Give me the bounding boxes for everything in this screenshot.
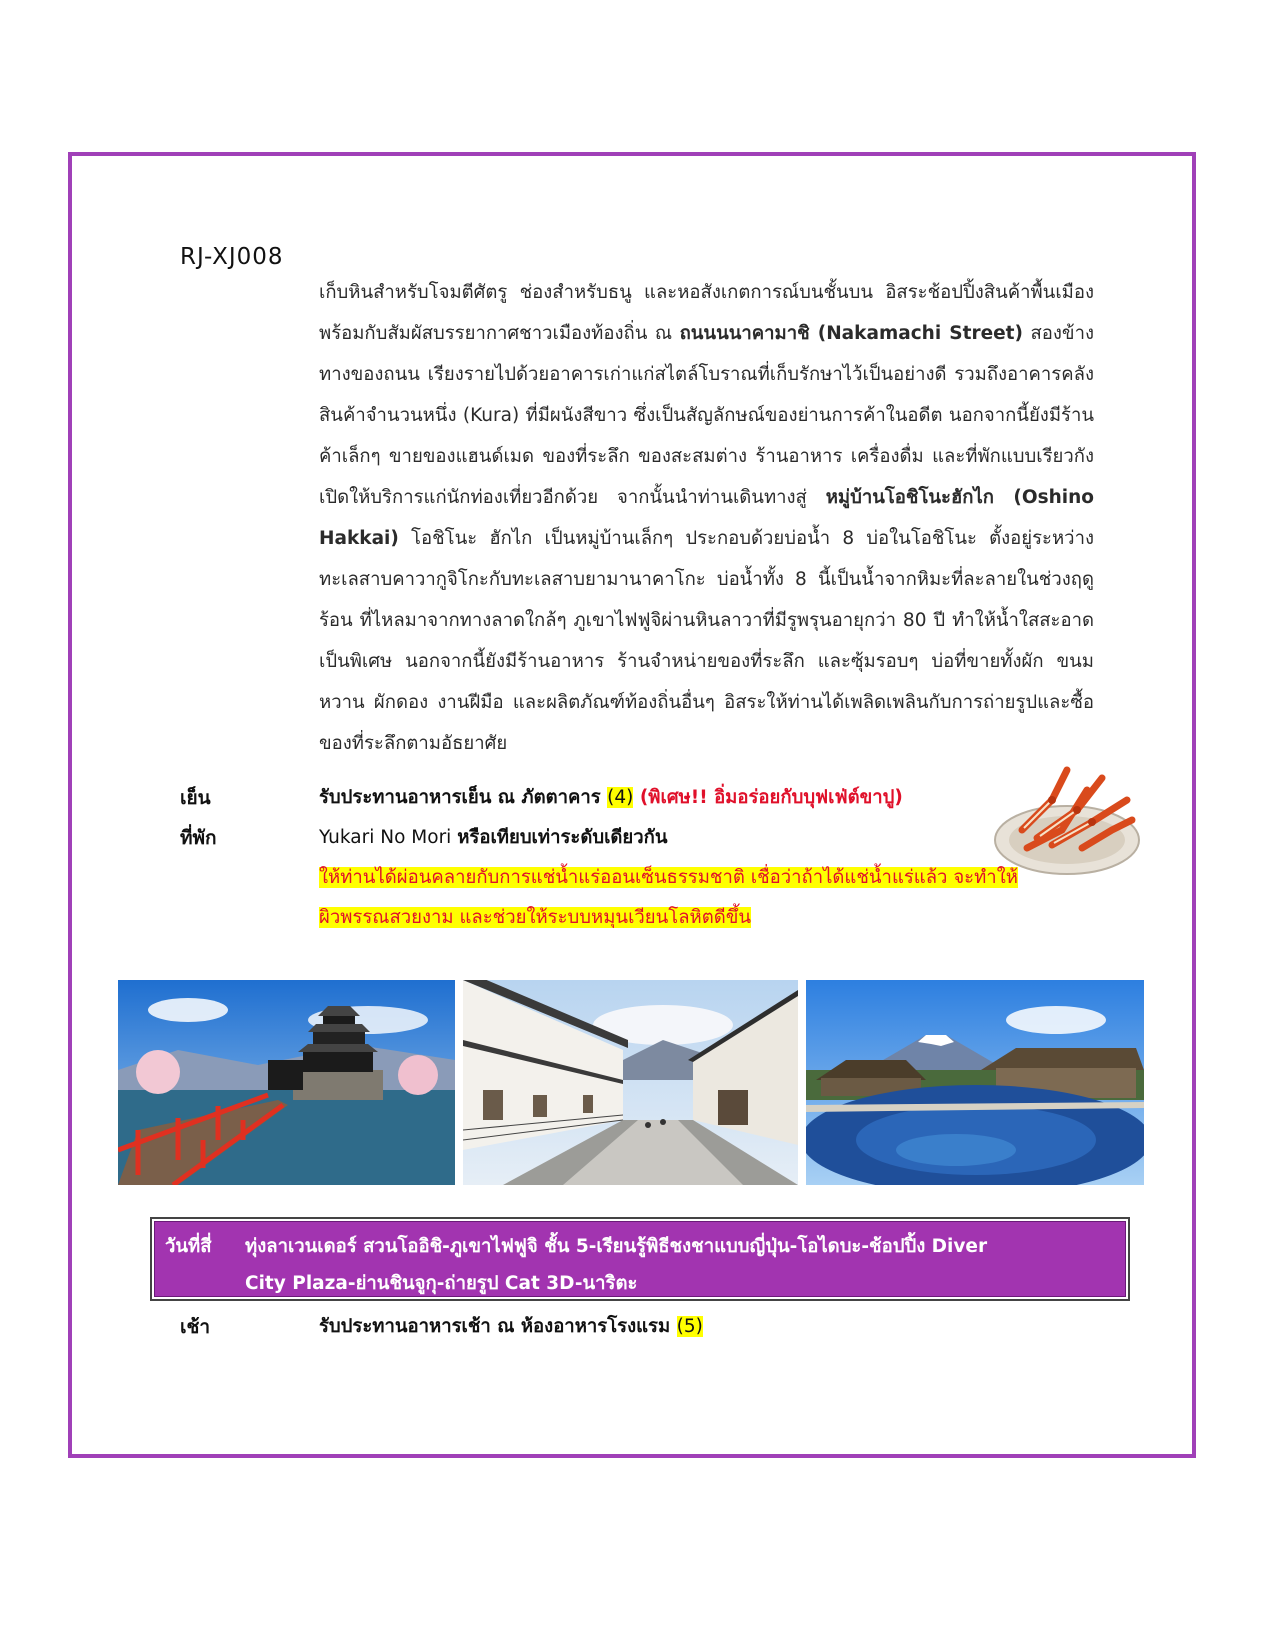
day4-label: วันที่สี่	[165, 1236, 212, 1257]
description-paragraph	[319, 272, 1094, 764]
nakamachi-street-name: ถนนนนาคามาชิ (Nakamachi Street)	[679, 323, 1023, 344]
breakfast-row	[319, 1312, 703, 1341]
hotel-name: Yukari No Mori	[319, 827, 452, 848]
hotel-row	[319, 823, 668, 852]
description-part2: สองข้างทางของถนน เรียงรายไปด้วยอาคารเก่าแก่สไตล์โบราณที่เก็บรักษาไว้เป็นอย่างดี รวมถึงอาคารคลังสินค้าจำนวนหนึ่ง (Kura) ที่มีผนังสีขาว ซึ่งเป็นสัญลักษณ์ของย่านการค้าในอดีต นอกจากนี้ยังมีร้านค้าเล็กๆ ขายของแฮนด์เมด ของที่ระลึก ของสะสมต่าง ร้านอาหาร เครื่องดื่ม และที่พักแบบเรียวกังเปิดให้บริการแก่นักท่องเที่ยวอีกด้วย จากนั้นนำท่านเดินทางสู่	[319, 323, 1094, 508]
dinner-text: รับประทานอาหารเย็น ณ ภัตตาคาร	[319, 787, 601, 808]
day4-title-line2: City Plaza-ย่านชินจูกุ-ถ่ายรูป Cat 3D-นาริตะ	[245, 1273, 638, 1294]
breakfast-label: เช้า	[180, 1316, 211, 1338]
onsen-note-line2: ผิวพรรณสวยงาม และช่วยให้ระบบหมุนเวียนโลหิตดีขึ้น	[319, 907, 752, 928]
nakamachi-street-photo	[463, 980, 798, 1185]
dinner-label: เย็น	[180, 787, 211, 809]
oshino-hakkai-photo	[806, 980, 1144, 1185]
day4-title-line1: ทุ่งลาเวนเดอร์ สวนโออิชิ-ภูเขาไฟฟูจิ ชั้น 5-เรียนรู้พิธีชงชาแบบญี่ปุ่น-โอไดบะ-ช้อปปิ้ง Diver	[245, 1236, 988, 1257]
onsen-note-line1: ให้ท่านได้ผ่อนคลายกับการแช่น้ำแร่ออนเซ็นธรรมชาติ เชื่อว่าถ้าได้แช่น้ำแร่แล้ว จะทำให้	[319, 867, 1018, 888]
hotel-label: ที่พัก	[180, 827, 217, 849]
breakfast-text: รับประทานอาหารเช้า ณ ห้องอาหารโรงแรม	[319, 1316, 671, 1337]
onsen-note	[319, 858, 1099, 938]
oshino-hakkai-name: หมู่บ้านโอชิโนะฮักไก (Oshino Hakkai)	[319, 487, 1094, 549]
dinner-special: (พิเศษ!! อิ่มอร่อยกับบุฟเฟ่ต์ขาปู)	[639, 787, 903, 808]
tour-code: RJ-XJ008	[180, 244, 284, 270]
description-part1: เก็บหินสำหรับโจมตีศัตรู ช่องสำหรับธนู และหอสังเกตการณ์บนชั้นบน อิสระช้อปปิ้งสินค้าพื้นเมือง พร้อมกับสัมผัสบรรยากาศชาวเมืองท้องถิ่น ณ	[319, 282, 1094, 344]
description-part3: โอชิโนะ ฮักไก เป็นหมู่บ้านเล็กๆ ประกอบด้วยบ่อน้ำ 8 บ่อในโอชิโนะ ตั้งอยู่ระหว่างทะเลสาบคาวากูจิโกะกับทะเลสาบยามานาคาโกะ บ่อน้ำทั้ง 8 นี้เป็นน้ำจากหิมะที่ละลายในช่วงฤดูร้อน ที่ไหลมาจากทางลาดใกล้ๆ ภูเขาไฟฟูจิผ่านหินลาวาที่มีรูพรุนอายุกว่า 80 ปี ทำให้น้ำใสสะอาดเป็นพิเศษ นอกจากนี้ยังมีร้านอาหาร ร้านจำหน่ายของที่ระลึก และซุ้มรอบๆ บ่อที่ขายทั้งผัก ขนมหวาน ผักดอง งานฝีมือ และผลิตภัณฑ์ท้องถิ่นอื่นๆ อิสระให้ท่านได้เพลิดเพลินกับการถ่ายรูปและซื้อของที่ระลึกตามอัธยาศัย	[319, 528, 1094, 754]
matsumoto-castle-photo	[118, 980, 455, 1185]
day4-banner	[150, 1217, 1130, 1301]
dinner-meal-number: (4)	[607, 787, 634, 808]
breakfast-meal-number: (5)	[676, 1316, 703, 1337]
day4-banner-inner	[154, 1221, 1126, 1297]
dinner-row	[319, 783, 903, 812]
hotel-suffix: หรือเทียบเท่าระดับเดียวกัน	[457, 827, 668, 848]
